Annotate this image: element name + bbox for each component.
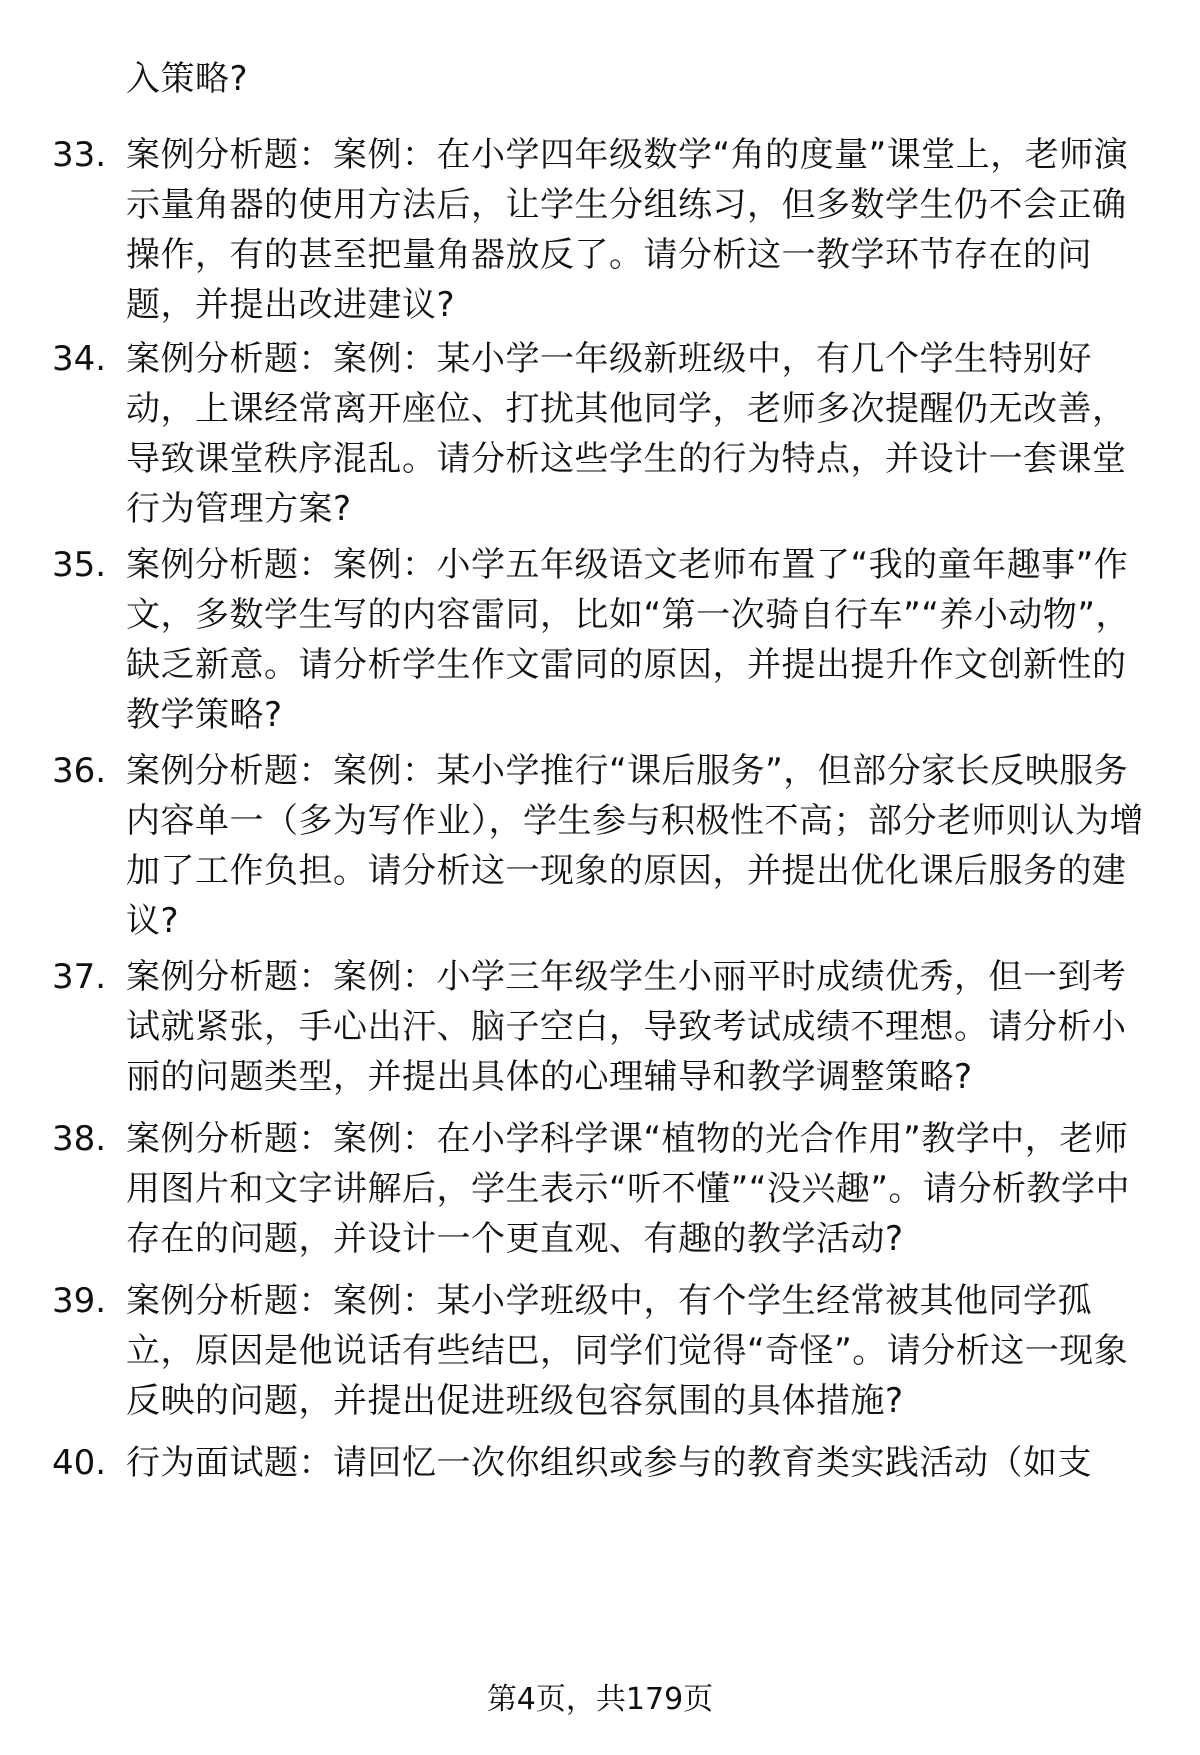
question-text: 案例分析题：案例：在小学四年级数学“角的度量”课堂上，老师演示量角器的使用方法后，让学生分组练习，但多数学生仍不会正确操作，有的甚至把量角器放反了。请分析这一教学环节存在的问题，并提出改进建议? [126, 135, 1129, 325]
question-number: 35. [52, 545, 107, 585]
question-number: 37. [52, 957, 107, 997]
question-text: 案例分析题：案例：小学三年级学生小丽平时成绩优秀，但一到考试就紧张，手心出汗、脑子空白，导致考试成绩不理想。请分析小丽的问题类型，并提出具体的心理辅导和教学调整策略? [126, 957, 1127, 1097]
question-number: 36. [52, 751, 107, 791]
question-text: 案例分析题：案例：某小学班级中，有个学生经常被其他同学孤立，原因是他说话有些结巴，同学们觉得“奇怪”。请分析这一现象反映的问题，并提出促进班级包容氛围的具体措施? [126, 1281, 1129, 1421]
question-text: 行为面试题：请回忆一次你组织或参与的教育类实践活动（如支 [126, 1443, 1092, 1483]
question-text: 案例分析题：案例：在小学科学课“植物的光合作用”教学中，老师用图片和文字讲解后，学生表示“听不懂”“没兴趣”。请分析教学中存在的问题，并设计一个更直观、有趣的教学活动? [126, 1119, 1130, 1259]
question-number: 33. [52, 135, 107, 175]
question-number: 39. [52, 1281, 107, 1321]
page-footer: 第4页，共179页 [486, 1682, 714, 1717]
question-text: 案例分析题：案例：某小学一年级新班级中，有几个学生特别好动，上课经常离开座位、打扰其他同学，老师多次提醒仍无改善，导致课堂秩序混乱。请分析这些学生的行为特点，并设计一套课堂行为管理方案? [126, 339, 1127, 529]
question-text: 案例分析题：案例：小学五年级语文老师布置了“我的童年趣事”作文，多数学生写的内容雷同，比如“第一次骑自行车”“养小动物”，缺乏新意。请分析学生作文雷同的原因，并提出提升作文创新性的教学策略? [126, 545, 1130, 735]
question-number: 40. [52, 1443, 107, 1483]
question-text: 案例分析题：案例：某小学推行“课后服务”，但部分家长反映服务内容单一（多为写作业），学生参与积极性不高；部分老师则认为增加了工作负担。请分析这一现象的原因，并提出优化课后服务的建议? [126, 751, 1144, 941]
question-number: 34. [52, 339, 107, 379]
question-number: 38. [52, 1119, 107, 1159]
continuation-text: 入策略? [126, 59, 249, 99]
